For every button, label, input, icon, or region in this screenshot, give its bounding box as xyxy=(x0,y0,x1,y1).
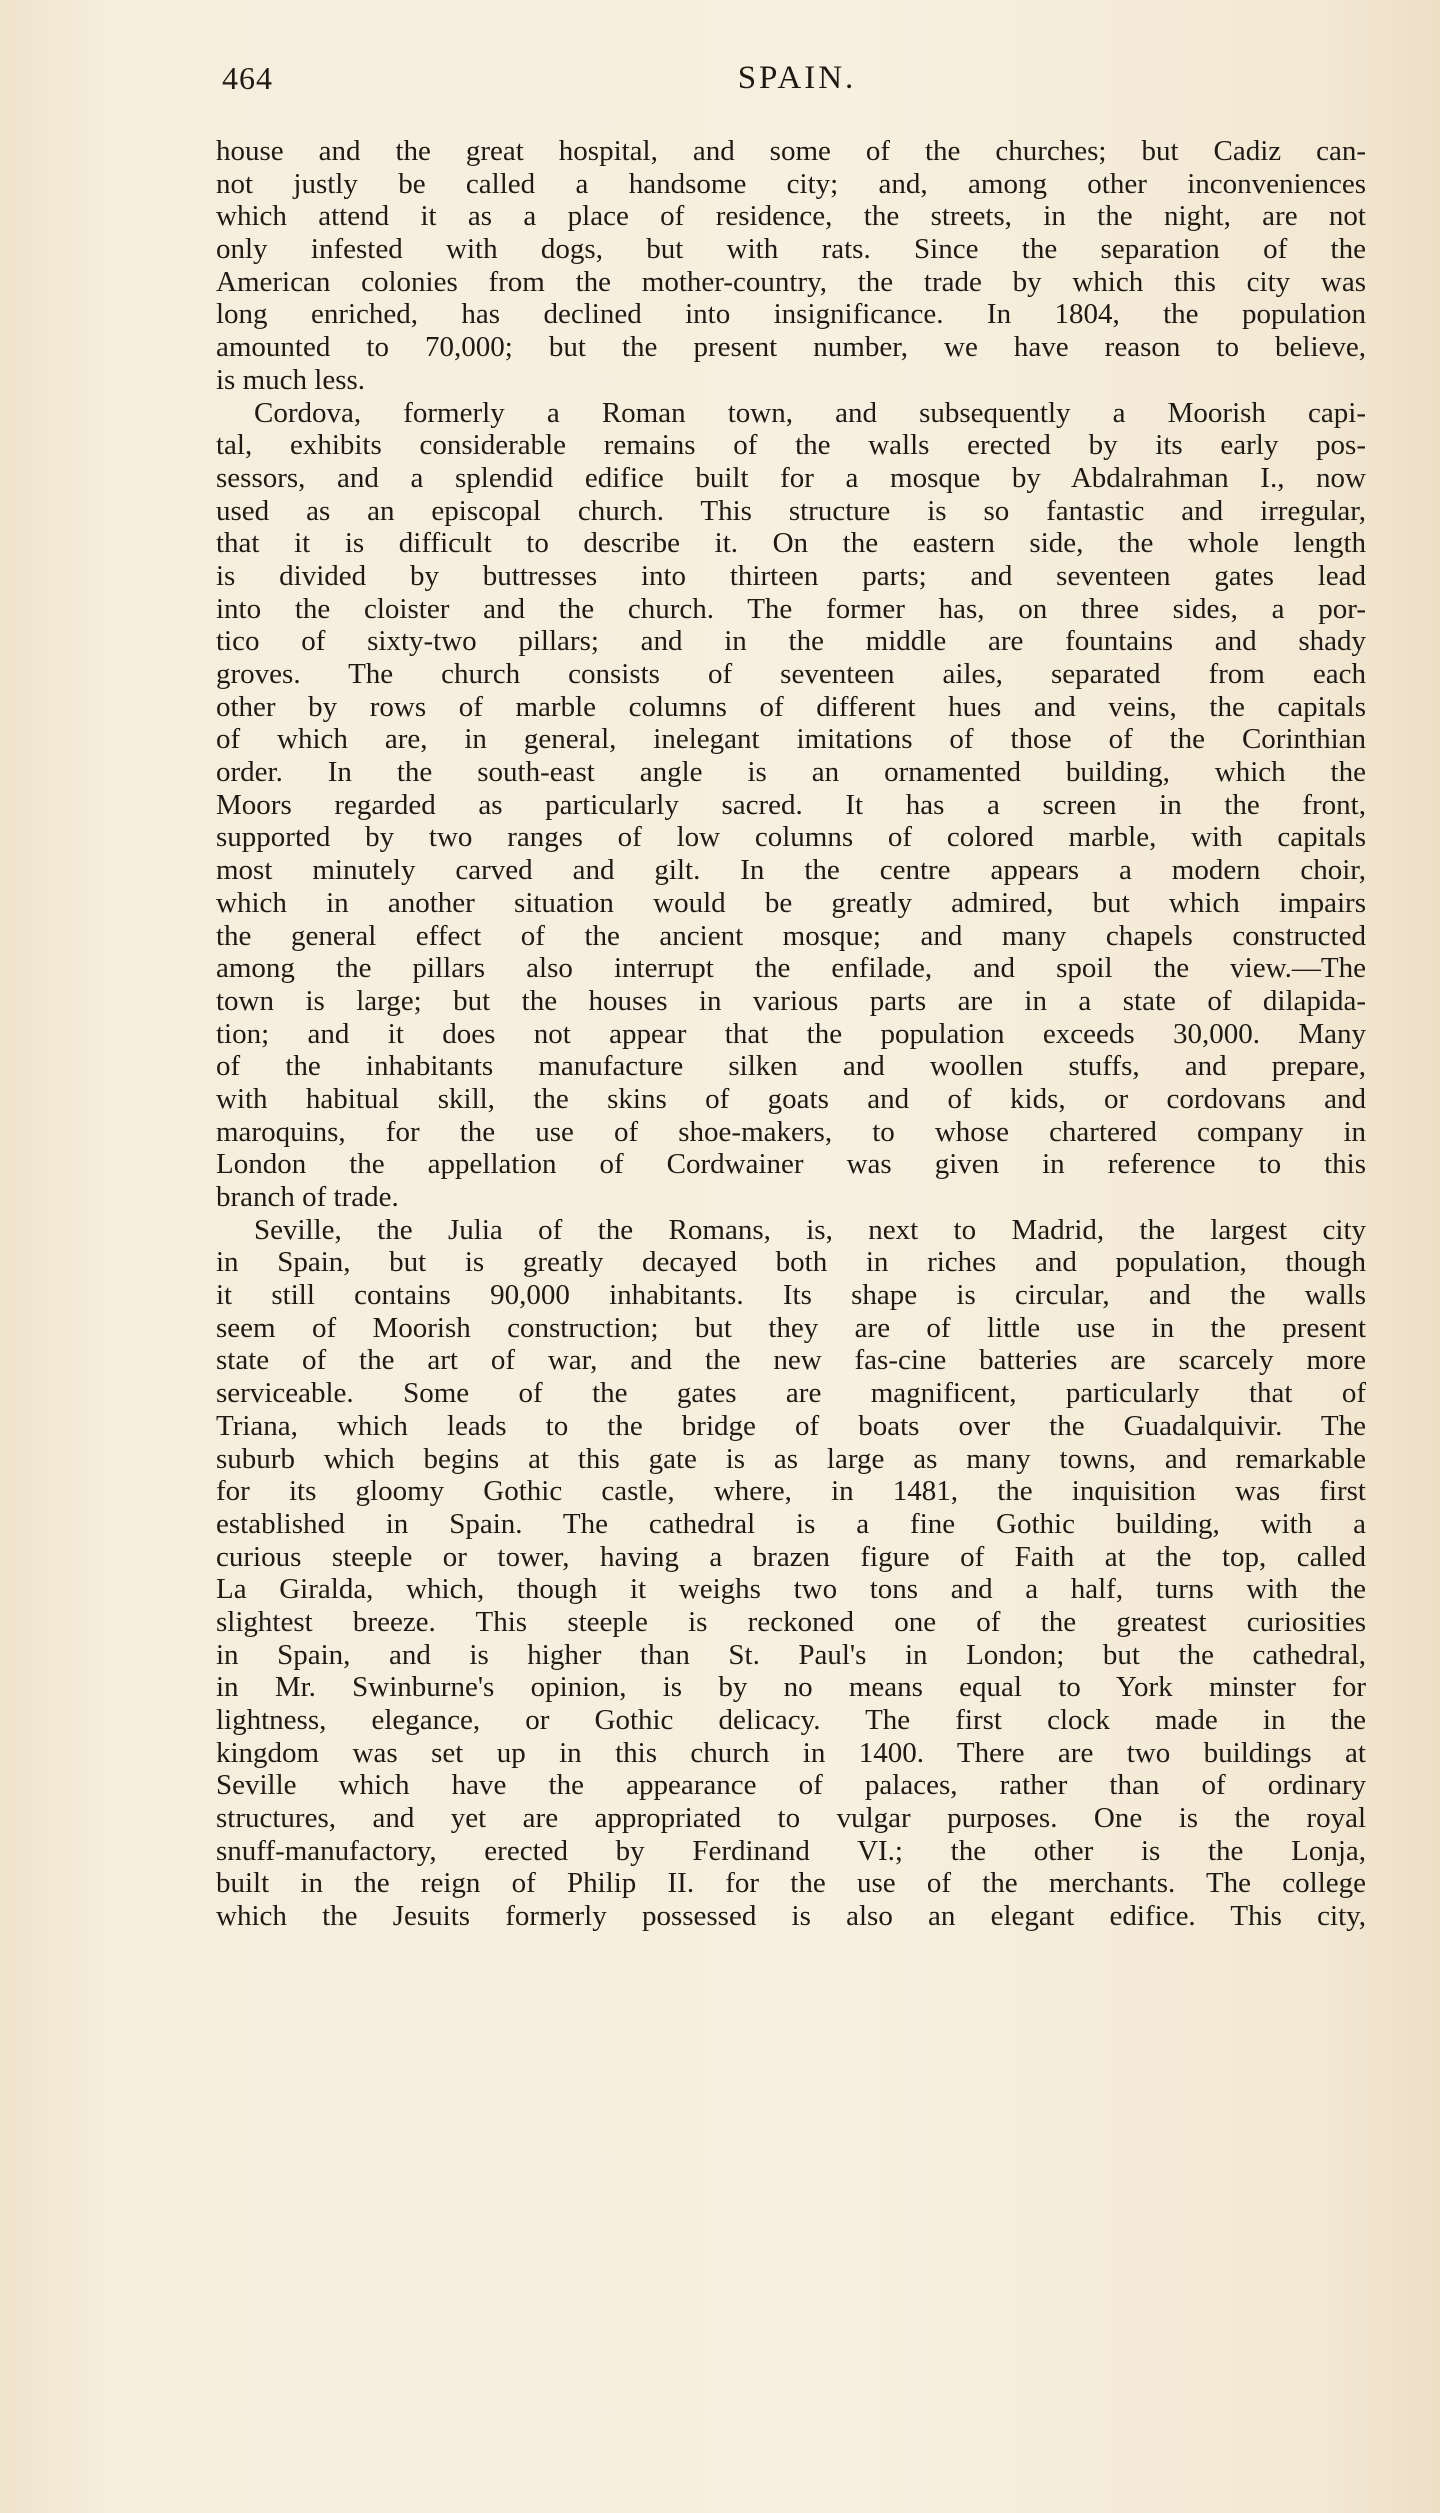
text-line: is much less. xyxy=(216,363,366,396)
text-line: snuff-manufactory, erected by Ferdinand VI.; the other is the Lonja, xyxy=(216,1834,1366,1867)
text-line: in Spain, but is greatly decayed both in riches and population, though xyxy=(216,1246,1366,1279)
text-line: amounted to 70,000; but the present number, we have reason to believe, xyxy=(216,331,1366,364)
text-line: not justly be called a handsome city; and, among other inconveniences xyxy=(216,167,1366,200)
text-line: into the cloister and the church. The former has, on three sides, a por- xyxy=(216,592,1366,625)
text-line: curious steeple or tower, having a brazen figure of Faith at the top, called xyxy=(216,1540,1366,1573)
text-line: with habitual skill, the skins of goats and of kids, or cordovans and xyxy=(216,1082,1366,1115)
text-line: state of the art of war, and the new fas-cine batteries are scarcely more xyxy=(216,1344,1366,1377)
text-line: London the appellation of Cordwainer was given in reference to this xyxy=(216,1148,1366,1181)
text-line: Seville, the Julia of the Romans, is, next to Madrid, the largest city xyxy=(254,1213,1366,1246)
text-line: among the pillars also interrupt the enfilade, and spoil the view.—The xyxy=(216,952,1366,985)
text-line: other by rows of marble columns of different hues and veins, the capitals xyxy=(216,690,1366,723)
text-line: in Spain, and is higher than St. Paul's in London; but the cathedral, xyxy=(216,1638,1366,1671)
text-line: only infested with dogs, but with rats. Since the separation of the xyxy=(216,233,1366,266)
text-line: of the inhabitants manufacture silken and woollen stuffs, and prepare, xyxy=(216,1050,1366,1083)
text-line: Triana, which leads to the bridge of boats over the Guadalquivir. The xyxy=(216,1409,1366,1442)
text-line: lightness, elegance, or Gothic delicacy. The first clock made in the xyxy=(216,1704,1366,1736)
text-line: supported by two ranges of low columns of colored marble, with capitals xyxy=(216,821,1366,854)
running-title: SPAIN. xyxy=(737,60,857,96)
page-number: 464 xyxy=(222,60,273,96)
text-line: kingdom was set up in this church in 1400. There are two buildings at xyxy=(216,1736,1366,1769)
text-line: sessors, and a splendid edifice built for a mosque by Abdalrahman I., now xyxy=(216,461,1366,494)
text-line: suburb which begins at this gate is as large as many towns, and remarkable xyxy=(216,1442,1366,1475)
text-line: tion; and it does not appear that the population exceeds 30,000. Many xyxy=(216,1017,1366,1050)
text-line: serviceable. Some of the gates are magnificent, particularly that of xyxy=(216,1377,1366,1410)
text-line: American colonies from the mother-country, the trade by which this city was xyxy=(216,265,1366,298)
text-line: is divided by buttresses into thirteen parts; and seventeen gates lead xyxy=(216,559,1366,592)
text-line: order. In the south-east angle is an ornamented building, which the xyxy=(216,756,1366,789)
text-line: house and the great hospital, and some of the churches; but Cadiz can- xyxy=(216,135,1366,167)
text-line: Cordova, formerly a Roman town, and subsequently a Moorish capi- xyxy=(254,396,1366,429)
text-line: slightest breeze. This steeple is reckoned one of the greatest curiosities xyxy=(216,1605,1366,1638)
text-line: structures, and yet are appropriated to vulgar purposes. One is the royal xyxy=(216,1802,1366,1835)
text-line: groves. The church consists of seventeen ailes, separated from each xyxy=(216,658,1366,690)
page-header xyxy=(222,60,1372,100)
text-line: Seville which have the appearance of palaces, rather than of ordinary xyxy=(216,1769,1366,1802)
text-line: built in the reign of Philip II. for the use of the merchants. The college xyxy=(216,1867,1366,1900)
text-line: it still contains 90,000 inhabitants. Its shape is circular, and the walls xyxy=(216,1279,1366,1312)
text-line: established in Spain. The cathedral is a fine Gothic building, with a xyxy=(216,1507,1366,1540)
text-line: town is large; but the houses in various parts are in a state of dilapida- xyxy=(216,984,1366,1017)
text-line: La Giralda, which, though it weighs two tons and a half, turns with the xyxy=(216,1573,1366,1606)
text-line: most minutely carved and gilt. In the centre appears a modern choir, xyxy=(216,854,1366,887)
text-line: tal, exhibits considerable remains of the walls erected by its early pos- xyxy=(216,429,1366,462)
text-line: maroquins, for the use of shoe-makers, to whose chartered company in xyxy=(216,1115,1366,1148)
text-line: for its gloomy Gothic castle, where, in 1481, the inquisition was first xyxy=(216,1475,1366,1508)
text-line: which attend it as a place of residence, the streets, in the night, are not xyxy=(216,200,1366,233)
text-line: tico of sixty-two pillars; and in the middle are fountains and shady xyxy=(216,625,1366,658)
text-line: of which are, in general, inelegant imitations of those of the Corinthian xyxy=(216,723,1366,756)
text-line: which in another situation would be greatly admired, but which impairs xyxy=(216,886,1366,919)
text-line: in Mr. Swinburne's opinion, is by no means equal to York minster for xyxy=(216,1671,1366,1704)
text-line: branch of trade. xyxy=(216,1181,399,1213)
text-line: seem of Moorish construction; but they are of little use in the present xyxy=(216,1311,1366,1344)
text-line: that it is difficult to describe it. On the eastern side, the whole length xyxy=(216,527,1366,560)
text-line: the general effect of the ancient mosque; and many chapels constructed xyxy=(216,919,1366,952)
body-text xyxy=(216,135,1366,1933)
text-line: used as an episcopal church. This structure is so fantastic and irregular, xyxy=(216,494,1366,527)
text-line: Moors regarded as particularly sacred. It has a screen in the front, xyxy=(216,788,1366,821)
text-line: which the Jesuits formerly possessed is also an elegant edifice. This city, xyxy=(216,1900,1366,1933)
text-line: long enriched, has declined into insignificance. In 1804, the population xyxy=(216,298,1366,331)
